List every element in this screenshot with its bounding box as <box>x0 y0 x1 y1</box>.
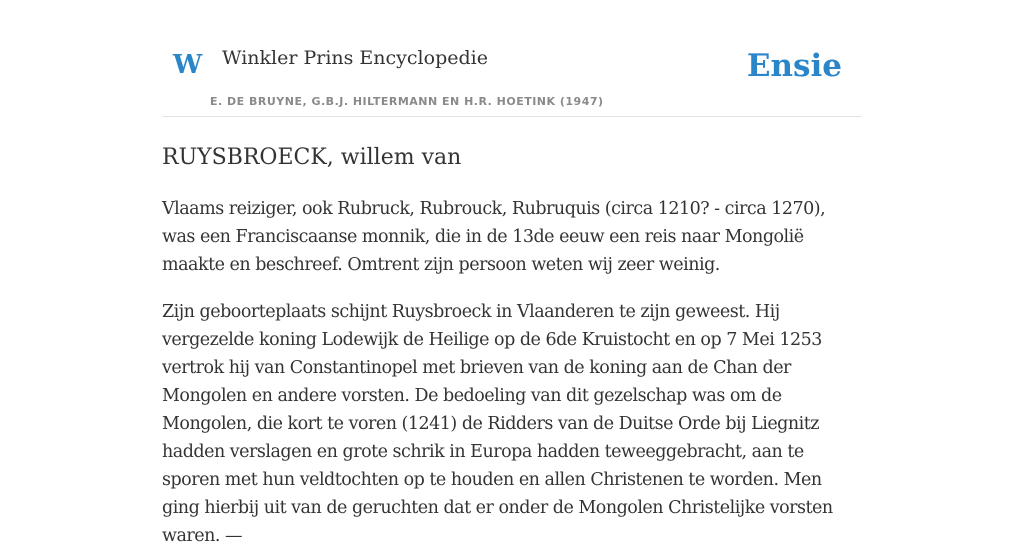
page-container <box>162 0 862 550</box>
publication-title[interactable]: Winkler Prins Encyclopedie <box>222 47 488 69</box>
publication-authors: E. DE BRUYNE, G.B.J. HILTERMANN EN H.R. HOETINK (1947) <box>210 95 604 108</box>
article-title: RUYSBROECK, willem van <box>162 145 462 170</box>
article-paragraph: Zijn geboorteplaats schijnt Ruysbroeck in Vlaanderen te zijn geweest. Hij vergezelde koning Lodewijk de Heilige op de 6de Kruistocht en op 7 Mei 1253 vertrok hij van Constantinopel met brieven van de koning aan de Chan der Mongolen en andere vorsten. De bedoeling van dit gezelschap was om de Mongolen, die kort te voren (1241) de Ridders van de Duitse Orde bij Liegnitz hadden verslagen en grote schrik in Europa hadden teweeggebracht, aan te sporen met hun veldtochten op te houden en allen Christenen te worden. Men ging hierbij uit van de geruchten dat er onder de Mongolen Christelijke vorsten waren. — <box>162 301 833 546</box>
article-paragraph: Vlaams reiziger, ook Rubruck, Rubrouck, Rubruquis (circa 1210? - circa 1270), was een Franciscaanse monnik, die in de 13de eeuw een reis naar Mongolië maakte en beschreef. Omtrent zijn persoon weten wij zeer weinig. <box>162 198 826 275</box>
site-logo[interactable]: Ensie <box>746 48 842 84</box>
publication-logo[interactable]: W <box>173 50 203 80</box>
header <box>162 0 862 117</box>
